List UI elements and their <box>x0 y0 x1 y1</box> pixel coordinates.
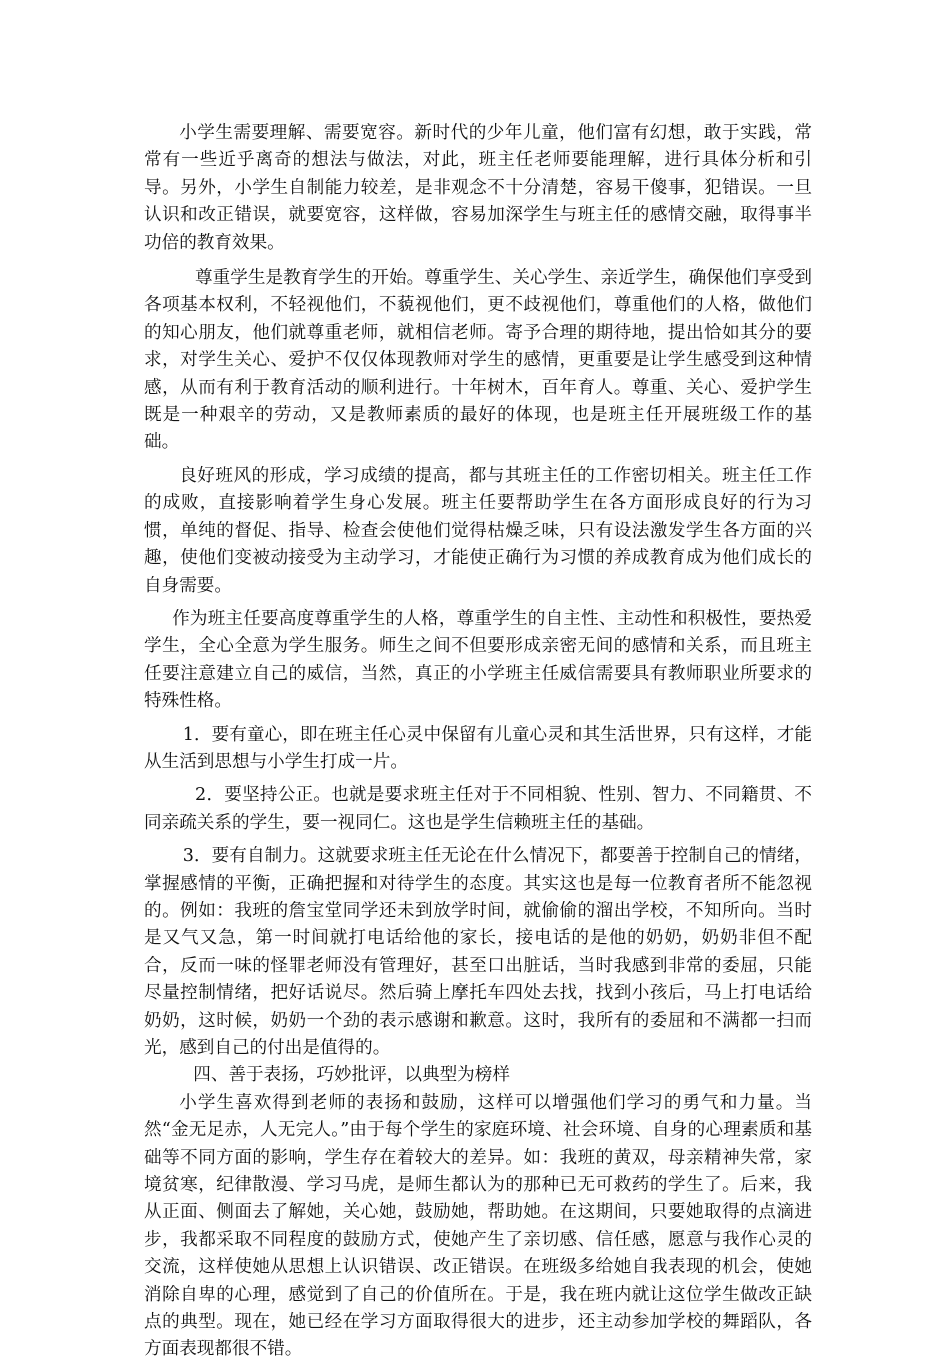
paragraph-class-atmosphere: 良好班风的形成，学习成绩的提高，都与其班主任的工作密切相关。班主任工作的成败，直接影响着学生身心发展。班主任要帮助学生在各方面形成良好的行为习惯，单纯的督促、指导、检查会使他们觉得枯燥乏味，只有设法激发学生各方面的兴趣，使他们变被动接受为主动学习，才能使正确行为习惯的养成教育成为他们成长的自身需要。 <box>144 465 812 596</box>
list-item-childlike-heart: 1．要有童心，即在班主任心灵中保留有儿童心灵和其生活世界，只有这样，才能从生活到思想与小学生打成一片。 <box>144 724 812 772</box>
list-item-fairness: 2．要坚持公正。也就是要求班主任对于不同相貌、性别、智力、不同籍贯、不同亲疏关系的学生，要一视同仁。这也是学生信赖班主任的基础。 <box>144 785 812 833</box>
document-page <box>144 120 812 1364</box>
paragraph-respect: 尊重学生是教育学生的开始。尊重学生、关心学生、亲近学生，确保他们享受到各项基本权利，不轻视他们，不藐视他们，更不歧视他们，尊重他们的人格，做他们的知心朋友，他们就尊重老师，就相信老师。寄予合理的期待地，提出恰如其分的要求，对学生关心、爱护不仅仅体现教师对学生的感情，更重要是让学生感受到这种情感，从而有利于教育活动的顺利进行。十年树木，百年育人。尊重、关心、爱护学生既是一种艰辛的劳动，又是教师素质的最好的体现，也是班主任开展班级工作的基础。 <box>144 268 812 453</box>
list-item-self-control: 3．要有自制力。这就要求班主任无论在什么情况下，都要善于控制自己的情绪，掌握感情的平衡，正确把握和对待学生的态度。其实这也是每一位教育者所不能忽视的。例如：我班的詹宝堂同学还未到放学时间，就偷偷的溜出学校，不知所向。当时是又气又急，第一时间就打电话给他的家长，接电话的是他的奶奶，奶奶非但不配合，反而一味的怪罪老师没有管理好，甚至口出脏话，当时我感到非常的委屈，只能尽量控制情绪，把好话说尽。然后骑上摩托车四处去找，找到小孩后，马上打电话给奶奶，这时候，奶奶一个劲的表示感谢和歉意。这时，我所有的委屈和不满都一扫而光，感到自己的付出是值得的。 <box>144 846 812 1058</box>
paragraph-understanding: 小学生需要理解、需要宽容。新时代的少年儿童，他们富有幻想，敢于实践，常常有一些近乎离奇的想法与做法，对此，班主任老师要能理解，进行具体分析和引导。另外，小学生自制能力较差，是非观念不十分清楚，容易干傻事，犯错误。一旦认识和改正错误，就要宽容，这样做，容易加深学生与班主任的感情交融，取得事半功倍的教育效果。 <box>144 123 812 253</box>
paragraph-praise: 小学生喜欢得到老师的表扬和鼓励，这样可以增强他们学习的勇气和力量。当然“金无足赤，人无完人。”由于每个学生的家庭环境、社会环境、自身的心理素质和基础等不同方面的影响，学生存在着较大的差异。如：我班的黄双，母亲精神失常，家境贫寒，纪律散漫、学习马虎，是师生都认为的那种已无可救药的学生了。后来，我从正面、侧面去了解她，关心她，鼓励她，帮助她。在这期间，只要她取得的点滴进步，我都采取不同程度的鼓励方式，使她产生了亲切感、信任感，愿意与我作心灵的交流，这样使她从思想上认识错误、改正错误。在班级多给她自我表现的机会，使她消除自卑的心理，感觉到了自己的价值所在。于是，我在班内就让这位学生做改正缺点的典型。现在，她已经在学习方面取得很大的进步，还主动参加学校的舞蹈队，各方面表现都很不错。 <box>144 1092 812 1360</box>
paragraph-teacher-authority: 作为班主任要高度尊重学生的人格，尊重学生的自主性、主动性和积极性，要热爱学生，全心全意为学生服务。师生之间不但要形成亲密无间的感情和关系，而且班主任要注意建立自己的威信，当然，真正的小学班主任威信需要具有教师职业所要求的特殊性格。 <box>144 608 812 712</box>
section-heading-praise: 四、善于表扬，巧妙批评，以典型为榜样 <box>193 1065 510 1086</box>
